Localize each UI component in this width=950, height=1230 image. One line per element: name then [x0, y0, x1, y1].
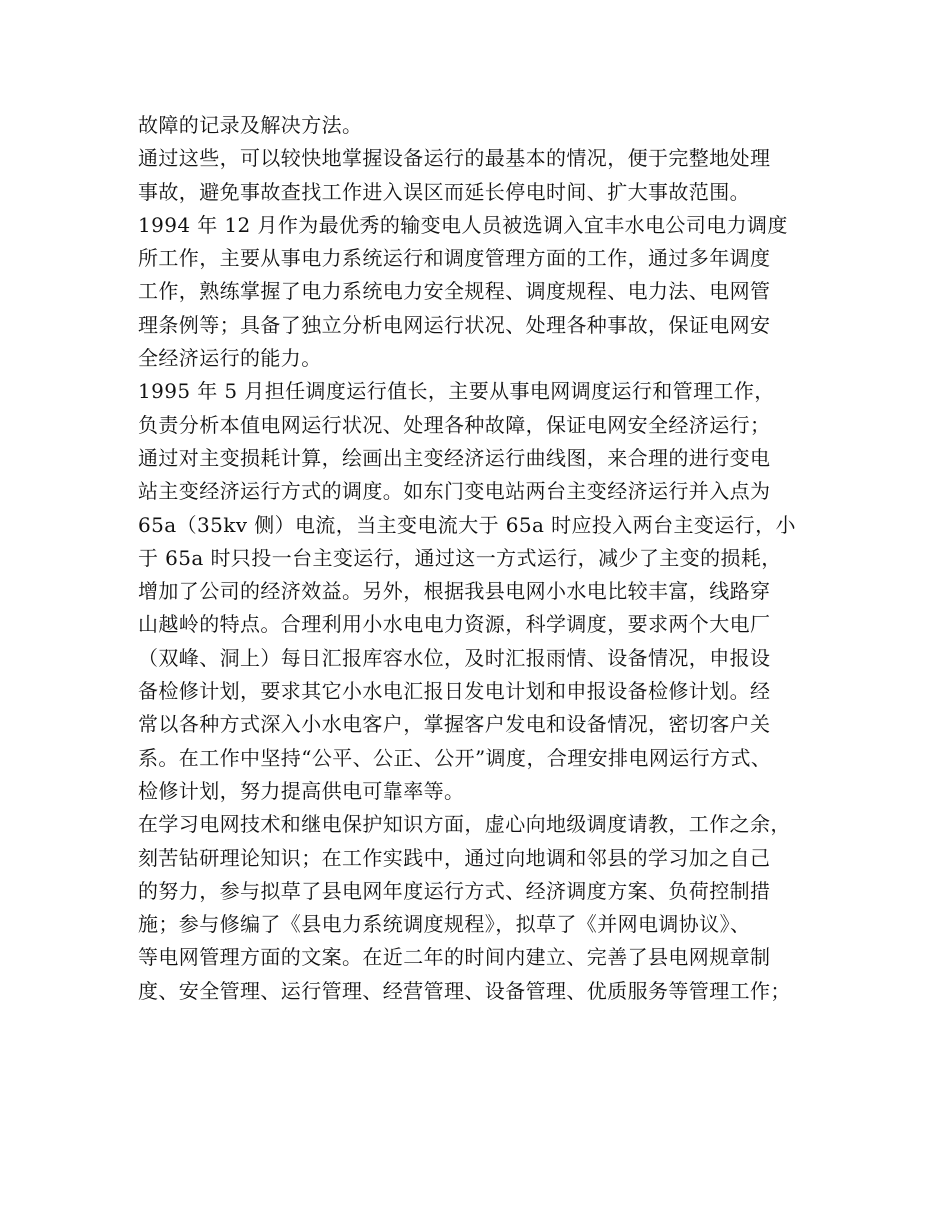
text-line: 全经济运行的能力。: [138, 346, 322, 371]
text-line: 工作，熟练掌握了电力系统电力安全规程、调度规程、电力法、电网管: [138, 279, 771, 304]
text-line: 施；参与修编了《县电力系统调度规程》，拟草了《并网电调协议》、: [138, 912, 751, 937]
text-line: 所工作，主要从事电力系统运行和调度管理方面的工作，通过多年调度: [138, 246, 771, 271]
text-line: 1995 年 5 月担任调度运行值长，主要从事电网调度运行和管理工作，: [138, 379, 775, 404]
text-line: 站主变经济运行方式的调度。如东门变电站两台主变经济运行并入点为: [138, 479, 771, 504]
text-line: 在学习电网技术和继电保护知识方面，虚心向地级调度请教，工作之余，: [138, 812, 791, 837]
text-line: 山越岭的特点。合理利用小水电电力资源，科学调度，要求两个大电厂: [138, 612, 771, 637]
text-line: 事故，避免事故查找工作进入误区而延长停电时间、扩大事故范围。: [138, 179, 750, 204]
text-line: 1994 年 12 月作为最优秀的输变电人员被选调入宜丰水电公司电力调度: [138, 212, 788, 237]
text-line: 增加了公司的经济效益。另外，根据我县电网小水电比较丰富，线路穿: [138, 579, 771, 604]
text-line: 通过对主变损耗计算，绘画出主变经济运行曲线图，来合理的进行变电: [138, 445, 771, 470]
text-line: 理条例等；具备了独立分析电网运行状况、处理各种事故，保证电网安: [138, 312, 771, 337]
text-line: 常以各种方式深入小水电客户，掌握客户发电和设备情况，密切客户关: [138, 712, 771, 737]
text-line: 检修计划，努力提高供电可靠率等。: [138, 778, 465, 803]
text-line: 等电网管理方面的文案。在近二年的时间内建立、完善了县电网规章制: [138, 945, 771, 970]
text-line: 系。在工作中坚持“公平、公正、公开”调度，合理安排电网运行方式、: [138, 745, 772, 770]
text-line: 通过这些，可以较快地掌握设备运行的最基本的情况，便于完整地处理: [138, 146, 771, 171]
text-line: 65a（35kv 侧）电流，当主变电流大于 65a 时应投入两台主变运行，小: [138, 512, 796, 537]
text-line: 负责分析本值电网运行状况、处理各种故障，保证电网安全经济运行；: [138, 412, 771, 437]
text-line: 备检修计划，要求其它小水电汇报日发电计划和申报设备检修计划。经: [138, 679, 771, 704]
text-line: 于 65a 时只投一台主变运行，通过这一方式运行，减少了主变的损耗，: [138, 545, 782, 570]
text-line: （双峰、洞上）每日汇报库容水位，及时汇报雨情、设备情况，申报设: [138, 645, 771, 670]
text-line: 度、安全管理、运行管理、经营管理、设备管理、优质服务等管理工作；: [138, 978, 791, 1003]
text-line: 刻苦钻研理论知识；在工作实践中，通过向地调和邻县的学习加之自己: [138, 845, 771, 870]
body-text: [138, 109, 838, 1008]
text-line: 的努力，参与拟草了县电网年度运行方式、经济调度方案、负荷控制措: [138, 878, 771, 903]
text-line: 故障的记录及解决方法。: [138, 113, 363, 137]
